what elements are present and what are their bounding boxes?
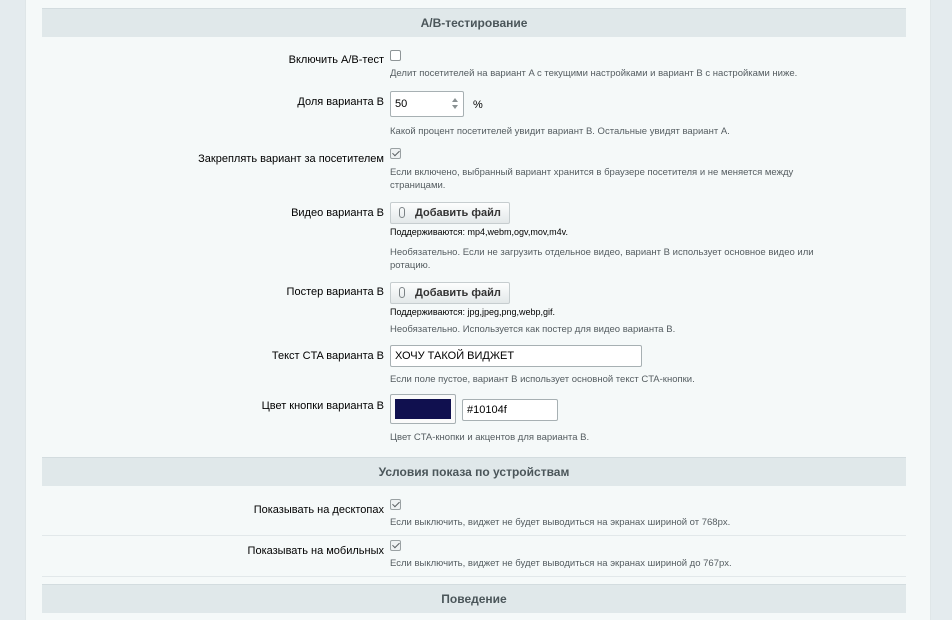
poster-hint: Необязательно. Используется как постер для видео варианта B. — [390, 324, 676, 335]
share-number-input[interactable] — [390, 91, 464, 117]
video-add-file-button[interactable] — [390, 202, 510, 224]
row-divider — [42, 576, 906, 577]
ab-enable-hint: Делит посетителей на вариант A с текущими настройками и вариант B с настройками ниже. — [390, 68, 798, 79]
paperclip-icon — [399, 207, 405, 218]
section-header-ab-testing: A/B-тестирование — [42, 8, 906, 37]
paperclip-icon — [399, 287, 405, 298]
row-divider — [42, 535, 906, 536]
mobile-hint: Если выключить, виджет не будет выводиться на экранах шириной до 767px. — [390, 558, 732, 569]
cta-color-picker[interactable] — [390, 394, 456, 424]
desktop-label: Показывать на десктопах — [253, 504, 384, 516]
poster-label: Постер варианта B — [286, 286, 384, 298]
poster-formats: Поддерживаются: jpg,jpeg,png,webp,gif. — [390, 307, 556, 317]
poster-add-file-label: Добавить файл — [415, 287, 501, 299]
mobile-checkbox[interactable] — [390, 540, 401, 551]
pin-variant-checkbox[interactable] — [390, 148, 401, 159]
cta-text-label: Текст CTA варианта B — [271, 350, 384, 362]
ab-enable-checkbox[interactable] — [390, 50, 401, 61]
cta-color-hint: Цвет CTA-кнопки и акцентов для варианта B. — [390, 432, 590, 443]
video-label: Видео варианта B — [291, 207, 384, 219]
cta-color-label: Цвет кнопки варианта B — [261, 400, 384, 412]
poster-add-file-button[interactable] — [390, 282, 510, 304]
share-hint: Какой процент посетителей увидит вариант B. Остальные увидят вариант A. — [390, 126, 730, 137]
cta-text-hint: Если поле пустое, вариант B использует основной текст CTA-кнопки. — [390, 374, 695, 385]
share-value: 50 — [395, 98, 408, 110]
video-hint: Необязательно. Если не загрузить отдельное видео, вариант B использует основное видео или ротацию. — [390, 247, 814, 271]
share-label: Доля варианта B — [297, 96, 384, 108]
color-swatch — [395, 399, 451, 419]
cta-text-input[interactable]: ХОЧУ ТАКОЙ ВИДЖЕТ — [390, 345, 642, 367]
share-unit: % — [473, 99, 483, 111]
video-formats: Поддерживаются: mp4,webm,ogv,mov,m4v. — [390, 227, 569, 237]
mobile-label: Показывать на мобильных — [247, 545, 384, 557]
desktop-checkbox[interactable] — [390, 499, 401, 510]
desktop-hint: Если выключить, виджет не будет выводиться на экранах шириной от 768px. — [390, 517, 731, 528]
section-header-devices: Условия показа по устройствам — [42, 457, 906, 486]
pin-variant-hint: Если включено, выбранный вариант хранится в браузере посетителя и не меняется между страницами. — [390, 167, 794, 191]
ab-enable-label: Включить A/B-тест — [288, 54, 384, 66]
video-add-file-label: Добавить файл — [415, 207, 501, 219]
settings-panel — [25, 0, 931, 620]
cta-color-hex-input[interactable]: #10104f — [462, 399, 558, 421]
section-header-behavior: Поведение — [42, 584, 906, 613]
spinner-arrows-icon[interactable] — [450, 97, 459, 111]
pin-variant-label: Закреплять вариант за посетителем — [198, 153, 384, 165]
